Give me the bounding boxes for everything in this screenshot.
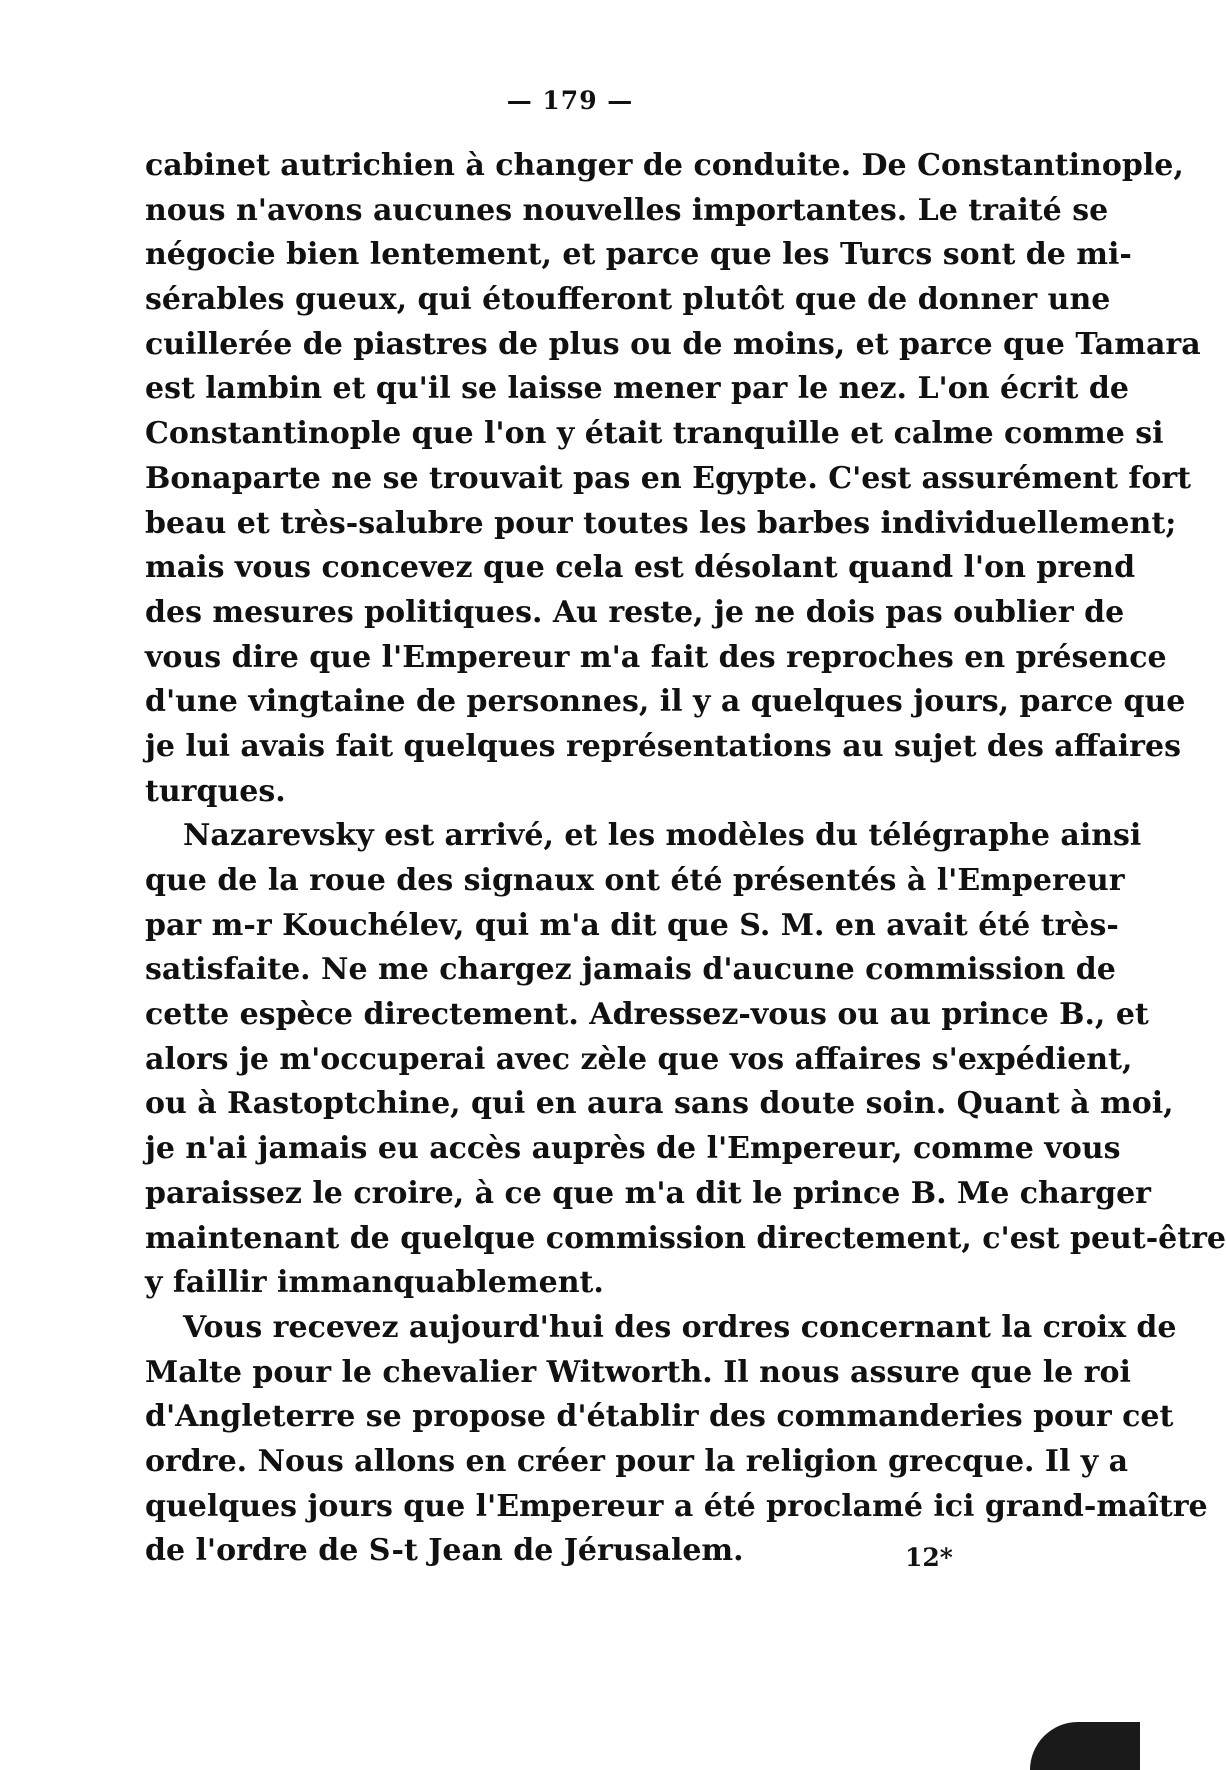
- text-line: sérables gueux, qui étoufferont plutôt que de donner une: [145, 282, 1111, 318]
- text-line: turques.: [145, 773, 286, 809]
- text-line: je lui avais fait quelques représentations au sujet des affaires: [145, 728, 1181, 764]
- text-line: ordre. Nous allons en créer pour la religion grecque. Il y a: [145, 1443, 1129, 1479]
- paragraph-3: [145, 1306, 1208, 1574]
- text-line: cabinet autrichien à changer de conduite. De Constantinople,: [145, 148, 1184, 183]
- text-line: cette espèce directement. Adressez-vous ou au prince B., et: [145, 997, 1149, 1033]
- text-line: y faillir immanquablement.: [145, 1265, 604, 1301]
- text-line: cuillerée de piastres de plus ou de moins, et parce que Tamara: [145, 326, 1201, 362]
- paragraph-2: [145, 814, 1226, 1306]
- text-line: de l'ordre de S-t Jean de Jérusalem.: [145, 1533, 744, 1569]
- text-line: Bonaparte ne se trouvait pas en Egypte. C'est assurément fort: [145, 460, 1192, 496]
- text-line: mais vous concevez que cela est désolant quand l'on prend: [145, 550, 1136, 586]
- text-line: Vous recevez aujourd'hui des ordres concernant la croix de: [183, 1309, 1177, 1345]
- text-line: satisfaite. Ne me chargez jamais d'aucune commission de: [145, 952, 1116, 988]
- text-line: nous n'avons aucunes nouvelles importantes. Le traité se: [145, 192, 1109, 228]
- scan-smudge: [1030, 1722, 1140, 1770]
- text-line: que de la roue des signaux ont été présentés à l'Empereur: [145, 863, 1125, 898]
- text-line: d'Angleterre se propose d'établir des commanderies pour cet: [145, 1399, 1174, 1435]
- text-line: par m-r Kouchélev, qui m'a dit que S. M. en avait été très-: [145, 907, 1119, 943]
- text-line: vous dire que l'Empereur m'a fait des reproches en présence: [145, 639, 1167, 675]
- paragraph-1: [145, 144, 1201, 814]
- text-line: négocie bien lentement, et parce que les Turcs sont de mi-: [145, 237, 1132, 273]
- body-text: [145, 144, 1226, 1574]
- text-line: maintenant de quelque commission directement, c'est peut-être: [145, 1220, 1226, 1256]
- text-line: Malte pour le chevalier Witworth. Il nous assure que le roi: [145, 1354, 1131, 1390]
- text-line: d'une vingtaine de personnes, il y a quelques jours, parce que: [145, 684, 1186, 720]
- signature-mark: 12*: [905, 1543, 953, 1572]
- text-line: des mesures politiques. Au reste, je ne dois pas oublier de: [145, 594, 1125, 630]
- text-line: paraissez le croire, à ce que m'a dit le prince B. Me charger: [145, 1175, 1151, 1211]
- text-line: est lambin et qu'il se laisse mener par le nez. L'on écrit de: [145, 371, 1129, 407]
- text-line: Constantinople que l'on y était tranquille et calme comme si: [145, 416, 1164, 452]
- text-line: ou à Rastoptchine, qui en aura sans doute soin. Quant à moi,: [145, 1086, 1174, 1122]
- text-line: quelques jours que l'Empereur a été proclamé ici grand-maître: [145, 1488, 1208, 1524]
- text-line: alors je m'occuperai avec zèle que vos affaires s'expédient,: [145, 1041, 1133, 1077]
- text-line: beau et très-salubre pour toutes les barbes individuellement;: [145, 505, 1177, 541]
- text-line: Nazarevsky est arrivé, et les modèles du télégraphe ainsi: [183, 818, 1142, 854]
- page-number: — 179 —: [506, 86, 634, 115]
- text-line: je n'ai jamais eu accès auprès de l'Empereur, comme vous: [145, 1131, 1121, 1167]
